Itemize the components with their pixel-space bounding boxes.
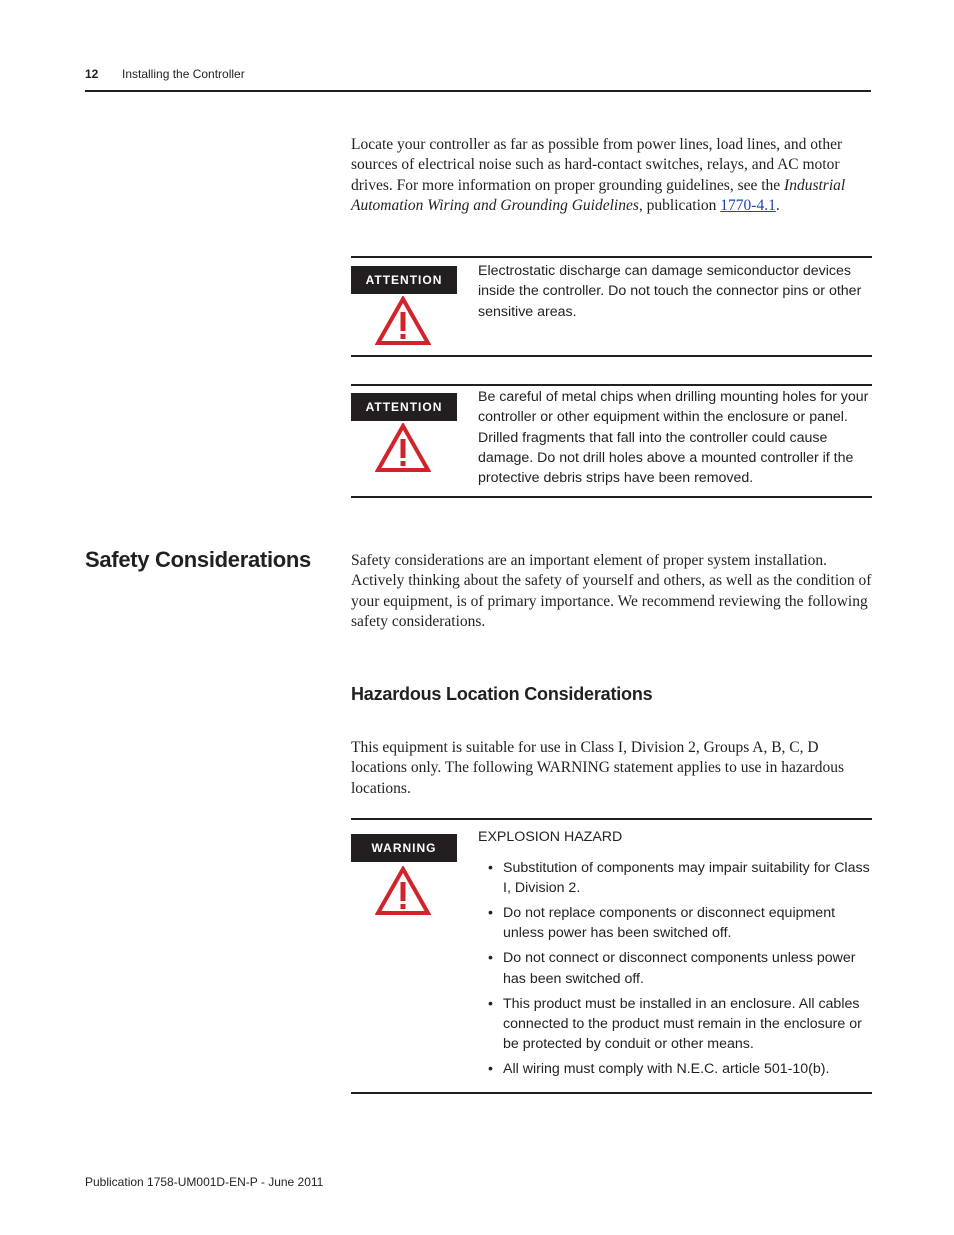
bullet-icon: • (488, 995, 493, 1012)
hazardous-paragraph: This equipment is suitable for use in Class I, Division 2, Groups A, B, C, D locations only. The following WARNING statement applies to use in hazardous locations. (351, 739, 845, 797)
intro-text-middle: , publication (638, 196, 721, 214)
bullet-icon: • (488, 1061, 493, 1078)
bullet-text: All wiring must comply with N.E.C. article 501-10(b). (503, 1061, 830, 1078)
section-heading-safety: Safety Considerations (85, 547, 311, 572)
list-item (478, 994, 872, 1055)
safety-paragraph: Safety considerations are an important element of proper system installation. Actively thinking about the safety of yourself and others, as well as the condition of your equipment, is of primary importance. We recommend reviewing the following safety considerations. (351, 552, 872, 630)
list-item (478, 903, 872, 944)
page-number: 12 (85, 67, 99, 81)
attention-box-metal-chips (351, 384, 872, 498)
intro-text-after: . (775, 196, 780, 214)
list-item (478, 1059, 872, 1079)
attention-label: ATTENTION (351, 393, 457, 421)
warning-triangle-icon (375, 423, 431, 473)
warning-bullet-list (478, 858, 872, 1084)
attention-label: ATTENTION (351, 266, 457, 294)
intro-italic-title: Industrial Automation Wiring and Grounding Guidelines (351, 176, 846, 214)
bullet-icon: • (488, 860, 493, 876)
header-section-title: Installing the Controller (122, 67, 245, 81)
warning-triangle-icon (375, 866, 431, 916)
bullet-text: Do not connect or disconnect components unless power has been switched off. (503, 950, 856, 987)
warning-box-explosion (351, 818, 872, 1094)
bullet-text: Do not replace components or disconnect equipment unless power has been switched off. (503, 905, 836, 942)
subsection-heading-hazardous: Hazardous Location Considerations (351, 684, 653, 704)
warning-title: EXPLOSION HAZARD (478, 829, 623, 845)
intro-text: Locate your controller as far as possible from power lines, load lines, and other sources of electrical noise such as hard-contact switches, relays, and AC motor drives. For more information on proper grounding guidelines, see the (351, 136, 843, 194)
page-footer: Publication 1758-UM001D-EN-P - June 2011 (85, 1175, 324, 1189)
warning-label: WARNING (351, 834, 457, 862)
attention-text: Electrostatic discharge can damage semiconductor devices inside the controller. Do not touch the connector pins or other sensitive areas. (478, 263, 862, 320)
bullet-icon: • (488, 905, 493, 922)
attention-box-esd (351, 256, 872, 357)
warning-triangle-icon (375, 296, 431, 346)
list-item (478, 858, 872, 899)
bullet-text: This product must be installed in an enclosure. All cables connected to the product must remain in the enclosure or be protected by conduit or other means. (503, 995, 862, 1053)
intro-paragraph (351, 135, 873, 216)
publication-link[interactable]: 1770-4.1 (720, 196, 776, 214)
bullet-icon: • (488, 950, 493, 967)
page-header (85, 66, 871, 92)
bullet-text: Substitution of components may impair suitability for Class I, Division 2. (503, 860, 870, 897)
list-item (478, 948, 872, 989)
attention-text: Be careful of metal chips when drilling mounting holes for your controller or other equipment within the enclosure or panel. Drilled fragments that fall into the controller could cause damage. Do not drill holes above a mounted controller if the protective debris strips have been removed. (478, 389, 869, 487)
